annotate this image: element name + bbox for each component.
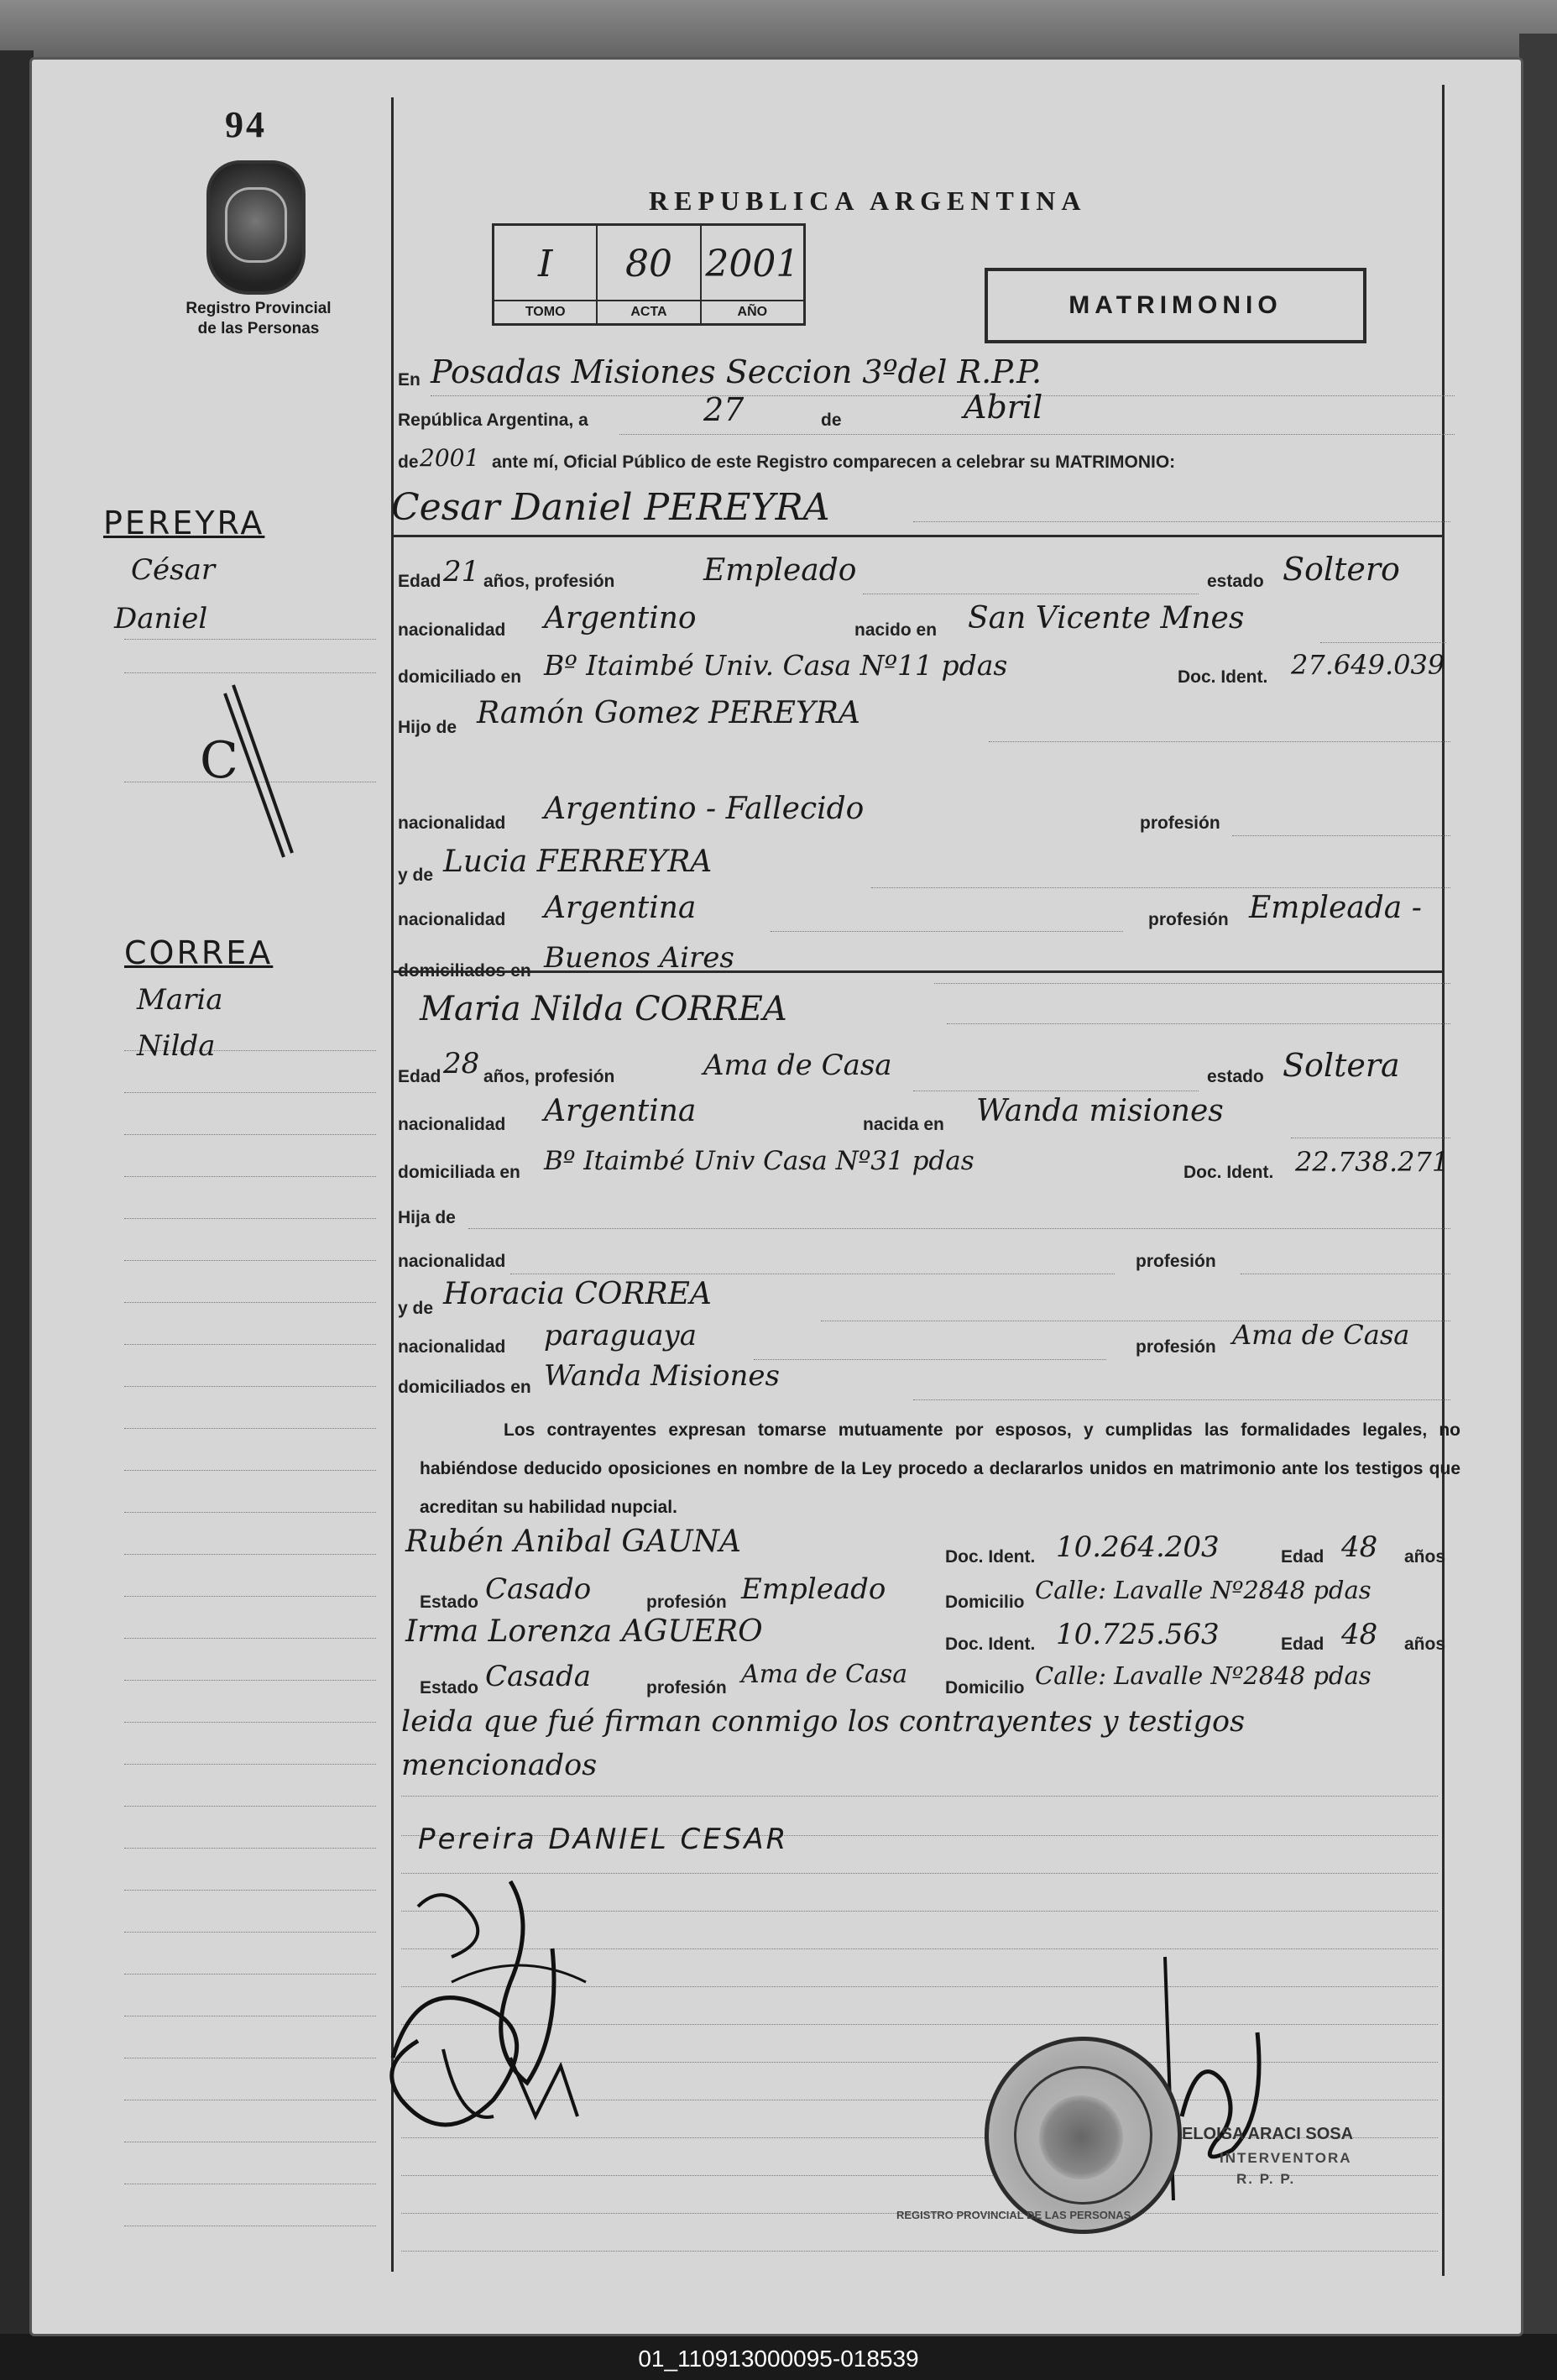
witness2-anos-label: años	[1404, 1635, 1446, 1654]
contrayentes-signature-icon	[368, 1848, 619, 2167]
groom-nacido-label: nacido en	[854, 620, 938, 640]
witness2-doc-label: Doc. Ident.	[945, 1635, 1036, 1654]
groom-doc-label: Doc. Ident.	[1178, 667, 1268, 687]
bride-domiciliada-label: domiciliada en	[398, 1163, 520, 1182]
witness1-age: 48	[1341, 1530, 1378, 1564]
groom-parents-address: Buenos Aires	[544, 941, 734, 975]
bride-mother-prof-label: profesión	[1136, 1337, 1216, 1357]
declaration-text: ante mí, Oficial Público de este Registro comparecen a celebrar su MATRIMONIO:	[492, 452, 1176, 472]
closing-line-1: leida que fué firman conmigo los contrayentes y testigos	[401, 1705, 1246, 1739]
witness2-address: Calle: Lavalle Nº2848 pdas	[1035, 1661, 1372, 1690]
right-border-line	[1442, 85, 1445, 2276]
groom-mother-prof-label: profesión	[1148, 910, 1229, 929]
bride-profesion-label: años, profesión	[483, 1067, 615, 1086]
groom-nationality: Argentino	[544, 601, 697, 636]
republica-label: República Argentina, a	[398, 411, 588, 430]
witness2-profession: Ama de Casa	[741, 1660, 908, 1689]
witness2-name: Irma Lorenza AGUERO	[405, 1614, 763, 1649]
groom-age: 21	[443, 555, 480, 588]
witness1-profession: Empleado	[741, 1572, 886, 1606]
closing-line-2: mencionados	[401, 1749, 598, 1782]
scan-id-caption: 01_110913000095-018539	[638, 2346, 919, 2372]
margin-mark: C	[200, 731, 238, 790]
groom-father-nationality: Argentino - Fallecido	[544, 792, 865, 826]
bride-mother-nationality: paraguaya	[544, 1319, 697, 1352]
bride-parents-address: Wanda Misiones	[544, 1359, 780, 1393]
witness2-doc: 10.725.563	[1056, 1618, 1220, 1651]
witness2-age: 48	[1341, 1618, 1378, 1651]
registry-name: Registro Provincial de las Personas	[185, 300, 332, 337]
year-prefix-label: de	[398, 452, 419, 472]
groom-birthplace: San Vicente Mnes	[968, 601, 1245, 636]
bride-nacida-label: nacida en	[863, 1115, 944, 1134]
groom-mother-nat-label: nacionalidad	[398, 910, 506, 929]
official-signer-office: R. P. P.	[1236, 2171, 1296, 2187]
bride-father-prof-label: profesión	[1136, 1252, 1216, 1271]
witness1-doc-label: Doc. Ident.	[945, 1547, 1036, 1567]
groom-nacionalidad-label: nacionalidad	[398, 620, 506, 640]
scan-left-edge	[0, 50, 34, 2334]
witness2-civil-status: Casada	[485, 1660, 592, 1693]
witness2-domicilio-label: Domicilio	[945, 1678, 1025, 1697]
bride-mother: Horacia CORREA	[443, 1277, 712, 1311]
printed-signature-name: Pereira DANIEL CESAR	[418, 1823, 789, 1856]
bride-profession: Ama de Casa	[703, 1049, 892, 1082]
acta-reference-box	[492, 223, 806, 326]
witness1-estado-label: Estado	[420, 1593, 479, 1612]
bride-father-nat-label: nacionalidad	[398, 1252, 506, 1271]
month-value: Abril	[964, 389, 1043, 426]
witness1-profesion-label: profesión	[646, 1593, 727, 1612]
place-value: Posadas Misiones Seccion 3ºdel R.P.P.	[431, 353, 1042, 390]
bride-nationality: Argentina	[544, 1094, 697, 1128]
register-page	[29, 57, 1523, 2336]
witness1-civil-status: Casado	[485, 1572, 592, 1606]
groom-father-prof-label: profesión	[1140, 813, 1220, 833]
bride-hija-label: Hija de	[398, 1208, 456, 1227]
margin-bride-given2: Nilda	[137, 1029, 216, 1063]
tomo-cell: I TOMO	[494, 226, 598, 323]
groom-domiciliado-label: domiciliado en	[398, 667, 522, 687]
margin-bride-surname: CORREA	[124, 934, 274, 971]
groom-section-divider	[391, 535, 1445, 537]
bride-civil-status: Soltera	[1283, 1047, 1400, 1084]
groom-civil-status: Soltero	[1283, 551, 1400, 588]
official-stamp-icon	[985, 2037, 1182, 2234]
en-label: En	[398, 370, 421, 390]
stamp-ring-text: REGISTRO PROVINCIAL DE LAS PERSONAS	[896, 2209, 1131, 2221]
bride-full-name: Maria Nilda CORREA	[420, 990, 787, 1028]
registry-seal-icon	[206, 160, 306, 295]
ano-cell: 2001 AÑO	[702, 226, 803, 323]
groom-full-name: Cesar Daniel PEREYRA	[391, 486, 830, 529]
record-type-box: MATRIMONIO	[985, 268, 1366, 343]
witness1-edad-label: Edad	[1281, 1547, 1324, 1567]
groom-profesion-label: años, profesión	[483, 572, 615, 591]
witness2-profesion-label: profesión	[646, 1678, 727, 1697]
groom-parents-dom-label: domiciliados en	[398, 961, 531, 981]
bride-parents-dom-label: domiciliados en	[398, 1378, 531, 1397]
groom-father: Ramón Gomez PEREYRA	[477, 696, 860, 730]
bride-address: Bº Itaimbé Univ Casa Nº31 pdas	[544, 1146, 974, 1176]
groom-mother-nationality: Argentina	[544, 891, 697, 925]
margin-groom-given2: Daniel	[114, 602, 208, 636]
bride-doc: 22.738.271	[1295, 1146, 1450, 1178]
margin-groom-given1: César	[131, 553, 216, 587]
official-signer-title: INTERVENTORA	[1220, 2150, 1352, 2166]
groom-profession: Empleado	[703, 553, 857, 588]
groom-mother-profession: Empleada -	[1249, 891, 1422, 925]
witness1-doc: 10.264.203	[1056, 1530, 1220, 1564]
country-heading: REPUBLICA ARGENTINA	[649, 186, 1087, 216]
bride-nacionalidad-label: nacionalidad	[398, 1115, 506, 1134]
witness1-anos-label: años	[1404, 1547, 1446, 1567]
groom-hijo-label: Hijo de	[398, 718, 457, 737]
groom-doc: 27.649.039	[1291, 649, 1445, 681]
bride-birthplace: Wanda misiones	[976, 1094, 1224, 1128]
bride-mother-nat-label: nacionalidad	[398, 1337, 506, 1357]
bride-estado-label: estado	[1207, 1067, 1264, 1086]
witness1-domicilio-label: Domicilio	[945, 1593, 1025, 1612]
page-number: 94	[225, 104, 267, 145]
witness2-edad-label: Edad	[1281, 1635, 1324, 1654]
margin-groom-surname: PEREYRA	[103, 505, 265, 541]
groom-y-de-label: y de	[398, 866, 434, 885]
bride-y-de-label: y de	[398, 1299, 434, 1318]
day-value: 27	[703, 391, 745, 428]
acta-cell: 80 ACTA	[598, 226, 701, 323]
witness2-estado-label: Estado	[420, 1678, 479, 1697]
year-value: 2001	[420, 444, 480, 472]
bride-mother-profession: Ama de Casa	[1232, 1319, 1410, 1351]
groom-estado-label: estado	[1207, 572, 1264, 591]
de-label: de	[821, 411, 842, 430]
groom-father-nat-label: nacionalidad	[398, 813, 506, 833]
groom-address: Bº Itaimbé Univ. Casa Nº11 pdas	[544, 649, 1008, 682]
margin-strike-mark	[200, 681, 300, 866]
bride-doc-label: Doc. Ident.	[1183, 1163, 1274, 1182]
marriage-statement: Los contrayentes expresan tomarse mutuamente por esposos, y cumplidas las formalidades legales, no habiéndose deducido oposiciones en nombre de la Ley procedo a declararlos unidos en matrimonio ante los testigos que acreditan su habilidad nupcial.	[420, 1420, 1460, 1517]
groom-mother: Lucia FERREYRA	[443, 845, 713, 879]
witness1-name: Rubén Anibal GAUNA	[405, 1525, 742, 1559]
official-signer-name: ELOISA ARACI SOSA	[1182, 2125, 1354, 2143]
groom-edad-label: Edad	[398, 572, 441, 591]
margin-bride-given1: Maria	[137, 983, 223, 1017]
scan-right-edge	[1519, 34, 1557, 2334]
witness1-address: Calle: Lavalle Nº2848 pdas	[1035, 1576, 1372, 1604]
bride-age: 28	[443, 1047, 480, 1080]
bride-edad-label: Edad	[398, 1067, 441, 1086]
